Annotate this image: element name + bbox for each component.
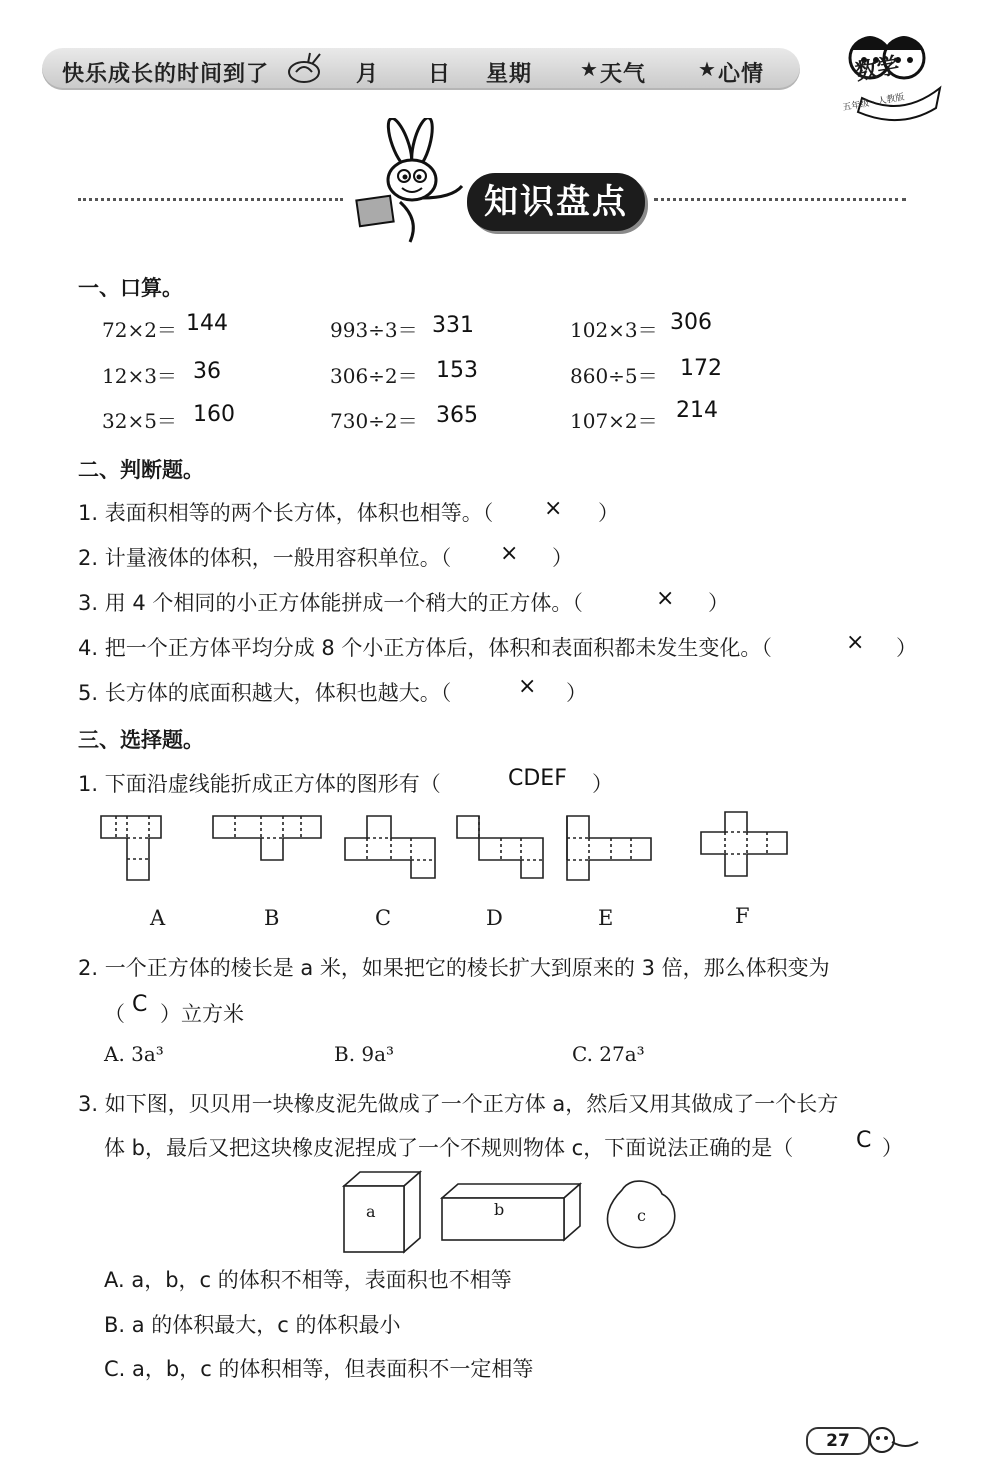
net-label: E <box>598 906 614 930</box>
choice-q1-answer: CDEF <box>508 766 567 791</box>
judge-answer: × <box>656 586 675 611</box>
choice-q2-line1: 2. 一个正方体的棱长是 a 米，如果把它的棱长扩大到原来的 3 倍，那么体积变为 <box>78 956 830 980</box>
oral-question: 993÷3＝ <box>330 318 418 342</box>
oral-question: 306÷2＝ <box>330 364 418 388</box>
month-label: 月 <box>356 62 380 87</box>
day-label: 日 <box>428 62 452 87</box>
header-slogan: 快乐成长的时间到了 <box>62 62 270 87</box>
judge-close: ） <box>708 591 729 615</box>
judge-answer: × <box>500 541 519 566</box>
choice-q2-open: （ <box>104 1002 125 1026</box>
net-label: D <box>486 906 503 930</box>
choice-q2-option-a: A. 3a³ <box>104 1042 164 1066</box>
choice-q3-option-b: B. a 的体积最大，c 的体积最小 <box>104 1313 401 1337</box>
judge-item-5: 5. 长方体的底面积越大，体积也越大。（ <box>78 681 452 705</box>
brand-title: 数学 <box>853 53 902 86</box>
net-label: B <box>264 906 280 930</box>
judge-item-1: 1. 表面积相等的两个长方体，体积也相等。（ <box>78 501 494 525</box>
choice-q3-option-a: A. a，b，c 的体积不相等，表面积也不相等 <box>104 1268 512 1292</box>
judge-item-3: 3. 用 4 个相同的小正方体能拼成一个稍大的正方体。（ <box>78 591 583 615</box>
shape-label-a: a <box>366 1202 376 1221</box>
oral-question: 72×2＝ <box>102 318 177 342</box>
banner-divider-right <box>654 198 906 207</box>
oral-answer: 306 <box>670 310 712 335</box>
choice-q2-answer: C <box>132 992 148 1017</box>
judge-close: ） <box>566 681 587 705</box>
oral-answer: 160 <box>193 402 235 427</box>
choice-q2-line2: ）立方米 <box>160 1002 244 1026</box>
net-label: A <box>150 906 166 930</box>
choice-q3-line1: 3. 如下图，贝贝用一块橡皮泥先做成了一个正方体 a，然后又用其做成了一个长方 <box>78 1092 839 1116</box>
section3-heading: 三、选择题。 <box>78 728 204 752</box>
cube-nets-figure <box>95 808 895 888</box>
oral-answer: 365 <box>436 403 478 428</box>
oral-question: 12×3＝ <box>102 364 177 388</box>
choice-q1-close: ） <box>592 772 613 796</box>
mood-label: 心情 <box>718 62 765 87</box>
oral-answer: 172 <box>680 356 722 381</box>
choice-q2-option-c: C. 27a³ <box>572 1042 645 1066</box>
section2-heading: 二、判断题。 <box>78 458 204 482</box>
choice-q3-close: ） <box>882 1136 903 1160</box>
banner-divider-left <box>78 198 343 207</box>
choice-q1-text: 1. 下面沿虚线能折成正方体的图形有（ <box>78 772 441 796</box>
oral-question: 102×3＝ <box>570 318 658 342</box>
oral-question: 32×5＝ <box>102 409 177 433</box>
judge-answer: × <box>544 496 563 521</box>
net-label: C <box>375 906 392 930</box>
judge-close: ） <box>552 546 573 570</box>
net-label: F <box>735 904 750 928</box>
snail-icon <box>282 50 326 86</box>
shape-label-c: c <box>637 1206 646 1225</box>
banner-title: 知识盘点 <box>467 173 645 231</box>
week-label: 星期 <box>486 62 533 87</box>
judge-item-4: 4. 把一个正方体平均分成 8 个小正方体后，体积和表面积都未发生变化。（ <box>78 636 772 660</box>
oral-question: 860÷5＝ <box>570 364 658 388</box>
judge-close: ） <box>896 636 917 660</box>
judge-close: ） <box>598 501 619 525</box>
page-number: 27 <box>806 1427 870 1455</box>
oral-answer: 153 <box>436 358 478 383</box>
oral-answer: 214 <box>676 398 718 423</box>
oral-question: 730÷2＝ <box>330 409 418 433</box>
shape-label-b: b <box>494 1200 505 1219</box>
choice-q3-option-c: C. a，b，c 的体积相等，但表面积不一定相等 <box>104 1357 534 1381</box>
brand-subtitle: 五年级 · 人教版 <box>841 92 906 114</box>
judge-answer: × <box>518 674 537 699</box>
choice-q3-answer: C <box>856 1128 872 1153</box>
star-icon: ★ <box>698 57 717 81</box>
clay-shapes-figure <box>340 1168 685 1258</box>
judge-answer: × <box>846 630 865 655</box>
rabbit-mascot-icon <box>340 118 470 248</box>
choice-q2-option-b: B. 9a³ <box>334 1042 395 1066</box>
weather-label: 天气 <box>600 62 647 87</box>
judge-item-2: 2. 计量液体的体积，一般用容积单位。（ <box>78 546 452 570</box>
choice-q3-line2: 体 b，最后又把这块橡皮泥捏成了一个不规则物体 c，下面说法正确的是（ <box>104 1136 794 1160</box>
oral-answer: 331 <box>432 313 474 338</box>
footer-mascot-icon <box>862 1416 922 1456</box>
star-icon: ★ <box>580 57 599 81</box>
oral-answer: 36 <box>193 359 221 384</box>
section1-heading: 一、口算。 <box>78 276 183 300</box>
oral-question: 107×2＝ <box>570 409 658 433</box>
oral-answer: 144 <box>186 311 228 336</box>
